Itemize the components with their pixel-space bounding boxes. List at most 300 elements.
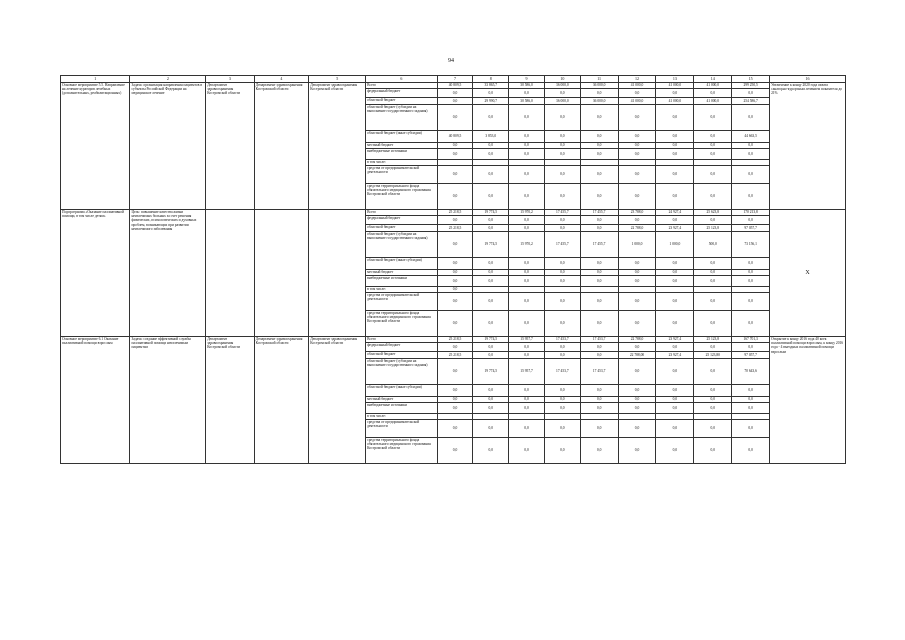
column-number: 16 xyxy=(770,76,846,83)
expected-result: Открытие к концу 2016 года 40 коек паллиативной помощи взрослым, к концу 2016 года - 4 выездных паллиативной помощи взрослым xyxy=(770,337,846,464)
value-cell: 0,0 xyxy=(437,270,473,276)
value-cell: 0,0 xyxy=(437,276,473,287)
value-cell: 33 865,7 xyxy=(473,83,509,89)
funding-source: Всего xyxy=(366,83,438,89)
block-c2: Цель: повышение качества жизни неизлечимых больных за счет решения физических, психологических и духовных проблем, возникающих при развитии неизлечимого заболевания xyxy=(130,210,206,337)
block-c5: Департамент здравоохранения Костромской области xyxy=(309,337,366,464)
value-cell: 0,0 xyxy=(509,276,545,287)
block-c3: Департамент здравоохранения Костромской области xyxy=(206,83,254,210)
value-cell: 23 788,0 xyxy=(618,210,656,216)
value-cell: 0,0 xyxy=(694,438,732,464)
column-number: 9 xyxy=(509,76,545,83)
value-cell: 0,0 xyxy=(580,352,618,359)
value-cell: 0,0 xyxy=(694,420,732,438)
value-cell: 0,0 xyxy=(473,293,509,311)
value-cell: 0,0 xyxy=(544,216,580,225)
value-cell: 0,0 xyxy=(473,352,509,359)
header-row xyxy=(61,76,846,83)
value-cell: 0,0 xyxy=(656,184,694,210)
expected-result: X xyxy=(770,210,846,337)
value-cell: 0,0 xyxy=(580,397,618,403)
block-c2: Задача: создание эффективной службы паллиативной помощи неизлечимым пациентам xyxy=(130,337,206,464)
page-number: 94 xyxy=(448,58,454,64)
value-cell: 0,0 xyxy=(656,403,694,414)
value-cell: 0,0 xyxy=(544,270,580,276)
value-cell: 0,0 xyxy=(694,143,732,149)
value-cell: 0,0 xyxy=(656,216,694,225)
value-cell: 299 250,5 xyxy=(732,83,770,89)
value-cell: 0,0 xyxy=(437,359,473,385)
value-cell: 0,0 xyxy=(544,438,580,464)
funding-source: средства от предпринимательской деятельности xyxy=(366,420,438,438)
funding-source: средства территориального фонда обязательного медицинского страхования Костромской области xyxy=(366,311,438,337)
funding-source: местный бюджет xyxy=(366,270,438,276)
value-cell: 0,0 xyxy=(580,343,618,352)
value-cell: 0,0 xyxy=(437,343,473,352)
value-cell: 0,0 xyxy=(437,385,473,397)
value-cell: 41 000,0 xyxy=(656,98,694,105)
value-cell: 0,0 xyxy=(656,420,694,438)
block-c5: Департамент здравоохранения Костромской области xyxy=(309,83,366,210)
value-cell: 0,0 xyxy=(732,149,770,160)
value-cell: 500,0 xyxy=(694,232,732,258)
value-cell: 0,0 xyxy=(473,343,509,352)
funding-source: средства от предпринимательской деятельности xyxy=(366,166,438,184)
value-cell: 0,0 xyxy=(437,438,473,464)
column-number: 6 xyxy=(366,76,438,83)
value-cell: 0,0 xyxy=(618,311,656,337)
value-cell: 97 057,7 xyxy=(732,352,770,359)
value-cell: 0,0 xyxy=(618,184,656,210)
column-number: 3 xyxy=(206,76,254,83)
funding-source: внебюджетные источники xyxy=(366,276,438,287)
funding-source: областной бюджет (субсидии на выполнение государственного задания) xyxy=(366,105,438,131)
funding-source: федеральный бюджет xyxy=(366,216,438,225)
value-cell: 97 057,7 xyxy=(732,225,770,232)
value-cell: 0,0 xyxy=(473,270,509,276)
value-cell: 25 123,80 xyxy=(694,352,732,359)
value-cell: 25 218,5 xyxy=(437,337,473,343)
value-cell: 0,0 xyxy=(544,131,580,143)
value-cell: 0,0 xyxy=(618,359,656,385)
block-c1: Основное мероприятие 6.1 Оказание паллиативной помощи взрослым xyxy=(61,337,130,464)
column-number: 8 xyxy=(473,76,509,83)
value-cell: 0,0 xyxy=(437,258,473,270)
funding-source: в том числе: xyxy=(366,287,438,293)
funding-source: местный бюджет xyxy=(366,143,438,149)
value-cell: 0,0 xyxy=(580,438,618,464)
value-cell: 0,0 xyxy=(509,143,545,149)
value-cell: 0,0 xyxy=(509,105,545,131)
value-cell: 0,0 xyxy=(656,105,694,131)
column-number: 12 xyxy=(618,76,656,83)
value-cell: 254 586,7 xyxy=(732,98,770,105)
value-cell: 0,0 xyxy=(509,352,545,359)
funding-source: средства от предпринимательской деятельности xyxy=(366,293,438,311)
value-cell: 41 000,0 xyxy=(694,98,732,105)
value-cell: 0,0 xyxy=(656,166,694,184)
value-cell: 17 453,7 xyxy=(580,359,618,385)
value-cell: 0,0 xyxy=(437,420,473,438)
value-cell: 0,0 xyxy=(694,166,732,184)
value-cell: 0,0 xyxy=(618,143,656,149)
value-cell: 0,0 xyxy=(509,89,545,98)
value-cell: 0,0 xyxy=(618,258,656,270)
value-cell: 41 000,0 xyxy=(694,83,732,89)
value-cell: 0,0 xyxy=(473,216,509,225)
value-cell: 0,0 xyxy=(694,89,732,98)
value-cell: 0,0 xyxy=(437,105,473,131)
value-cell: 19 774,5 xyxy=(473,337,509,343)
value-cell: 0,0 xyxy=(437,232,473,258)
value-cell: 0,0 xyxy=(437,149,473,160)
value-cell: 0,0 xyxy=(732,270,770,276)
value-cell: 41 000,0 xyxy=(618,83,656,89)
value-cell: 0,0 xyxy=(580,105,618,131)
funding-source: областной бюджет (субсидии на выполнение государственного задания) xyxy=(366,232,438,258)
value-cell: 0,0 xyxy=(580,225,618,232)
value-cell: 0,0 xyxy=(544,403,580,414)
value-cell: 0,0 xyxy=(544,166,580,184)
value-cell: 0,0 xyxy=(544,258,580,270)
column-number: 11 xyxy=(580,76,618,83)
value-cell: 0,0 xyxy=(656,293,694,311)
value-cell: 25 218,5 xyxy=(437,352,473,359)
value-cell: 0,0 xyxy=(544,276,580,287)
funding-source: в том числе: xyxy=(366,414,438,420)
value-cell: 0,0 xyxy=(437,216,473,225)
value-cell: 0,0 xyxy=(656,438,694,464)
value-cell: 25 218,5 xyxy=(437,225,473,232)
value-cell: 0,0 xyxy=(656,397,694,403)
value-cell: 0,0 xyxy=(437,184,473,210)
value-cell: 0,0 xyxy=(618,105,656,131)
value-cell: 36 000,0 xyxy=(580,83,618,89)
value-cell: 0,0 xyxy=(544,293,580,311)
value-cell: 19 774,5 xyxy=(473,210,509,216)
value-cell: 0,0 xyxy=(509,258,545,270)
expected-result: Увеличение к концу 2020 года охвата санаторно-курортным лечением показателя до 21% xyxy=(770,83,846,210)
value-cell: 0,0 xyxy=(509,166,545,184)
funding-source: областной бюджет (иные субсидии) xyxy=(366,258,438,270)
value-cell: 0,0 xyxy=(473,149,509,160)
value-cell: 23 927,4 xyxy=(656,225,694,232)
value-cell: 0,0 xyxy=(544,397,580,403)
value-cell: 25 623,8 xyxy=(694,210,732,216)
value-cell: 15 970,2 xyxy=(509,232,545,258)
value-cell: 17 455,7 xyxy=(580,232,618,258)
value-cell: 23 927,4 xyxy=(656,337,694,343)
value-cell: 0,0 xyxy=(656,359,694,385)
budget-table xyxy=(60,75,846,464)
value-cell: 0,0 xyxy=(544,352,580,359)
value-cell: 0,0 xyxy=(580,149,618,160)
value-cell: 0,0 xyxy=(509,343,545,352)
value-cell: 0,0 xyxy=(473,403,509,414)
value-cell: 0,0 xyxy=(509,131,545,143)
value-cell: 0,0 xyxy=(656,89,694,98)
value-cell: 17 453,7 xyxy=(544,337,580,343)
value-cell: 30 586,0 xyxy=(509,83,545,89)
value-cell: 0,0 xyxy=(509,311,545,337)
value-cell: 41 000,0 xyxy=(618,98,656,105)
value-cell: 0,0 xyxy=(618,293,656,311)
value-cell: 0,0 xyxy=(694,216,732,225)
value-cell: 0,0 xyxy=(618,397,656,403)
value-cell: 17 455,7 xyxy=(544,210,580,216)
value-cell: 0,0 xyxy=(437,311,473,337)
funding-source: Всего xyxy=(366,337,438,343)
value-cell: 0,0 xyxy=(656,276,694,287)
value-cell: 0,0 xyxy=(732,397,770,403)
block-c2: Задача: организация направления пациентов в субъекты Российской Федерации на медицинское лечение xyxy=(130,83,206,210)
value-cell: 0,0 xyxy=(618,270,656,276)
value-cell: 24 927,4 xyxy=(656,210,694,216)
value-cell: 0,0 xyxy=(732,105,770,131)
value-cell: 25 123,8 xyxy=(694,337,732,343)
value-cell: 0,0 xyxy=(732,276,770,287)
value-cell: 0,0 xyxy=(580,89,618,98)
funding-source: областной бюджет xyxy=(366,98,438,105)
value-cell: 1 000,0 xyxy=(618,232,656,258)
value-cell: 40 809,5 xyxy=(437,83,473,89)
value-cell: 36 000,0 xyxy=(544,83,580,89)
block-c5 xyxy=(309,210,366,337)
column-number: 13 xyxy=(656,76,694,83)
column-number: 14 xyxy=(694,76,732,83)
value-cell: 0,0 xyxy=(580,311,618,337)
value-cell: 0,0 xyxy=(694,184,732,210)
block-c4: Департамент здравоохранения Костромской области xyxy=(254,83,309,210)
value-cell: 0,0 xyxy=(618,276,656,287)
value-cell: 0,0 xyxy=(732,166,770,184)
value-cell: 22 788,0 xyxy=(618,225,656,232)
value-cell: 0,0 xyxy=(473,311,509,337)
value-cell: 0,0 xyxy=(618,343,656,352)
column-number: 4 xyxy=(254,76,309,83)
value-cell: 0,0 xyxy=(618,216,656,225)
value-cell: 0,0 xyxy=(694,131,732,143)
value-cell: 0,0 xyxy=(694,385,732,397)
value-cell: 167 701,3 xyxy=(732,337,770,343)
value-cell: 0,0 xyxy=(473,258,509,270)
value-cell: 0,0 xyxy=(732,420,770,438)
value-cell: 0,0 xyxy=(656,270,694,276)
value-cell: 0,0 xyxy=(732,385,770,397)
value-cell: 0,0 xyxy=(437,89,473,98)
funding-source: в том числе: xyxy=(366,160,438,166)
value-cell: 0,0 xyxy=(732,216,770,225)
funding-source: местный бюджет xyxy=(366,397,438,403)
value-cell: 0,0 xyxy=(544,311,580,337)
value-cell: 0,0 xyxy=(694,105,732,131)
value-cell: 0,0 xyxy=(437,397,473,403)
value-cell: 0,0 xyxy=(544,89,580,98)
value-cell: 0,0 xyxy=(437,403,473,414)
value-cell: 0,0 xyxy=(509,184,545,210)
funding-source: средства территориального фонда обязательного медицинского страхования Костромской области xyxy=(366,438,438,464)
column-number: 10 xyxy=(544,76,580,83)
block-c1: Основное мероприятие 5.5. Направление на лечение кураторов лечебных (дополнительных, реабилитационных) xyxy=(61,83,130,210)
value-cell: 0,0 xyxy=(694,258,732,270)
value-cell: 0,0 xyxy=(473,438,509,464)
value-cell: 44 663,5 xyxy=(732,131,770,143)
value-cell: 40 809,5 xyxy=(437,131,473,143)
value-cell: 0,0 xyxy=(694,276,732,287)
value-cell: 15 957,7 xyxy=(509,337,545,343)
value-cell: 0,0 xyxy=(580,258,618,270)
value-cell: 0,0 xyxy=(618,89,656,98)
value-cell: 0,0 xyxy=(618,131,656,143)
value-cell: 17 455,7 xyxy=(544,232,580,258)
value-cell: 0,0 xyxy=(656,343,694,352)
value-cell: 17 453,7 xyxy=(580,337,618,343)
value-cell: 17 453,7 xyxy=(544,359,580,385)
value-cell: 0,0 xyxy=(580,166,618,184)
value-cell: 0,0 xyxy=(732,311,770,337)
value-cell: 70 643,6 xyxy=(732,359,770,385)
value-cell: 0,0 xyxy=(580,131,618,143)
value-cell: 0,0 xyxy=(580,276,618,287)
block-c4: Департамент здравоохранения Костромской области xyxy=(254,337,309,464)
column-number: 15 xyxy=(732,76,770,83)
value-cell: 19 774,5 xyxy=(473,359,509,385)
value-cell: 0,0 xyxy=(509,420,545,438)
value-cell: 25 123,8 xyxy=(694,225,732,232)
value-cell: 0,0 xyxy=(509,438,545,464)
block-c3 xyxy=(206,210,254,337)
column-number: 5 xyxy=(309,76,366,83)
value-cell: 0,0 xyxy=(580,293,618,311)
value-cell: 0,0 xyxy=(473,184,509,210)
value-cell: 0,0 xyxy=(473,385,509,397)
value-cell: 0,0 xyxy=(509,216,545,225)
value-cell: 0,0 xyxy=(656,149,694,160)
value-cell: 0,0 xyxy=(580,385,618,397)
value-cell: 0,0 xyxy=(544,143,580,149)
value-cell: 0,0 xyxy=(544,343,580,352)
value-cell: 0,0 xyxy=(437,143,473,149)
value-cell: 0,0 xyxy=(437,293,473,311)
value-cell: 0,0 xyxy=(509,149,545,160)
value-cell: 0,0 xyxy=(473,276,509,287)
value-cell: 0,0 xyxy=(694,403,732,414)
value-cell: 0,0 xyxy=(656,385,694,397)
value-cell: 0,0 xyxy=(618,403,656,414)
column-number: 7 xyxy=(437,76,473,83)
value-cell: 0,0 xyxy=(732,258,770,270)
value-cell: 0,0 xyxy=(473,420,509,438)
value-cell: 0,0 xyxy=(509,225,545,232)
value-cell: 0,0 xyxy=(509,293,545,311)
value-cell: 0,0 xyxy=(656,258,694,270)
value-cell: 19 774,5 xyxy=(473,232,509,258)
value-cell: 0,0 xyxy=(544,225,580,232)
value-cell: 0,0 xyxy=(580,270,618,276)
funding-source: внебюджетные источники xyxy=(366,149,438,160)
block-c3: Департамент здравоохранения Костромской области xyxy=(206,337,254,464)
value-cell: 0,0 xyxy=(694,149,732,160)
value-cell: 0,0 xyxy=(437,287,473,293)
value-cell: 15 957,7 xyxy=(509,359,545,385)
value-cell: 29 990,7 xyxy=(473,98,509,105)
funding-source: внебюджетные источники xyxy=(366,403,438,414)
value-cell: 0,0 xyxy=(732,184,770,210)
value-cell: 0,0 xyxy=(732,89,770,98)
funding-source: федеральный бюджет xyxy=(366,343,438,352)
funding-source: областной бюджет (иные субсидии) xyxy=(366,385,438,397)
value-cell: 0,0 xyxy=(509,397,545,403)
value-cell: 0,0 xyxy=(656,311,694,337)
value-cell: 17 455,7 xyxy=(580,210,618,216)
column-number: 2 xyxy=(130,76,206,83)
value-cell: 0,0 xyxy=(732,293,770,311)
value-cell: 0,0 xyxy=(618,385,656,397)
value-cell: 0,0 xyxy=(694,397,732,403)
value-cell: 170 213,8 xyxy=(732,210,770,216)
value-cell: 23 927,4 xyxy=(656,352,694,359)
value-cell: 0,0 xyxy=(473,166,509,184)
value-cell: 0,0 xyxy=(580,403,618,414)
value-cell: 0,0 xyxy=(544,385,580,397)
value-cell: 0,0 xyxy=(473,397,509,403)
value-cell: 0,0 xyxy=(732,438,770,464)
value-cell: 0,0 xyxy=(473,143,509,149)
value-cell: 0,0 xyxy=(580,184,618,210)
value-cell: 0,0 xyxy=(732,143,770,149)
value-cell: 30 586,0 xyxy=(509,98,545,105)
value-cell: 0,0 xyxy=(694,311,732,337)
value-cell: 15 970,2 xyxy=(509,210,545,216)
funding-source: областной бюджет (иные субсидии) xyxy=(366,131,438,143)
value-cell: 1 000,0 xyxy=(656,232,694,258)
value-cell: 0,0 xyxy=(694,359,732,385)
block-c4 xyxy=(254,210,309,337)
value-cell: 0,0 xyxy=(580,420,618,438)
value-cell: 0,0 xyxy=(618,166,656,184)
funding-source: областной бюджет xyxy=(366,225,438,232)
value-cell: 22 788,0 xyxy=(618,337,656,343)
block-c1: Подпрограмма «Оказание паллиативной помощи, в том числе детям» xyxy=(61,210,130,337)
value-cell: 0,0 xyxy=(618,420,656,438)
value-cell: 0,0 xyxy=(618,438,656,464)
value-cell: 0,0 xyxy=(544,149,580,160)
value-cell: 0,0 xyxy=(544,105,580,131)
value-cell: 0,0 xyxy=(437,166,473,184)
value-cell: 0,0 xyxy=(694,270,732,276)
value-cell: 0,0 xyxy=(656,143,694,149)
value-cell: 0,0 xyxy=(618,149,656,160)
value-cell: 36 000,0 xyxy=(580,98,618,105)
value-cell: 41 000,0 xyxy=(656,83,694,89)
value-cell: 0,0 xyxy=(694,293,732,311)
value-cell: 36 000,0 xyxy=(544,98,580,105)
value-cell: 0,0 xyxy=(437,98,473,105)
value-cell: 3 853,0 xyxy=(473,131,509,143)
value-cell: 0,0 xyxy=(544,184,580,210)
column-number: 1 xyxy=(61,76,130,83)
value-cell: 22 788,00 xyxy=(618,352,656,359)
value-cell: 0,0 xyxy=(732,403,770,414)
value-cell: 73 156,1 xyxy=(732,232,770,258)
value-cell: 0,0 xyxy=(473,89,509,98)
funding-source: Всего xyxy=(366,210,438,216)
value-cell: 0,0 xyxy=(544,420,580,438)
value-cell: 0,0 xyxy=(694,343,732,352)
value-cell: 0,0 xyxy=(732,343,770,352)
funding-source: областной бюджет (субсидии на выполнение государственного задания) xyxy=(366,359,438,385)
value-cell: 0,0 xyxy=(580,143,618,149)
